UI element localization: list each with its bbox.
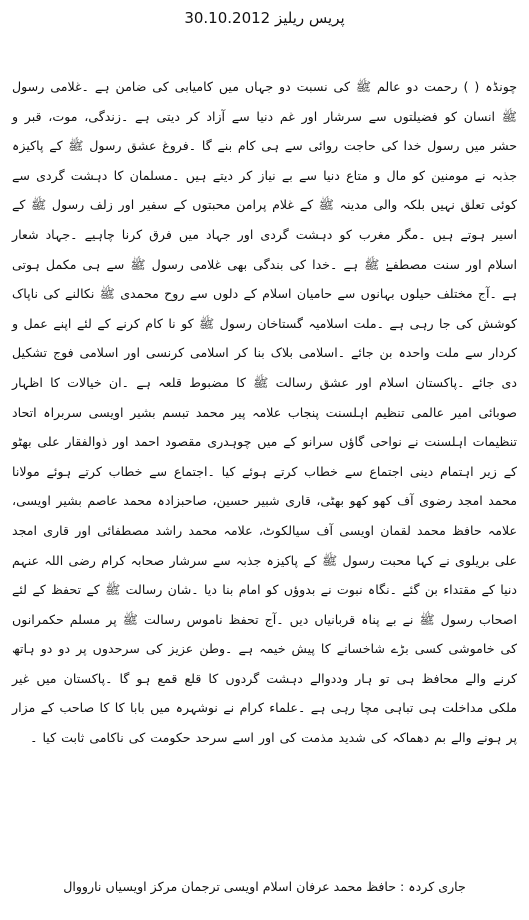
issued-by-footer: جاری کردہ : حافظ محمد عرفان اسلام اویسی ترجمان مرکز اویسیاں نارووال <box>63 879 466 894</box>
press-release-body <box>12 72 517 753</box>
press-release-title: پریس ریلیز 30.10.2012 <box>184 9 345 27</box>
body-paragraph: چونڈہ ( ) رحمت دو عالم ﷺ کی نسبت دو جہاں میں کامیابی کی ضامن ہے ۔غلامی رسول ﷺ انسان کو فضیلتوں سے سرشار اور غم دنیا سے آزاد کر دیتی ہے ۔زندگی، موت، قبر و حشر میں رسول خدا کی حاجت روائی سے ہی کام بنے گا ۔فروغ عشق رسول ﷺ کے پاکیزہ جذبہ نے مومنین کو مال و متاع دنیا سے بے نیاز کر دیتے ہیں ۔مسلمان کا دہشت گردی سے کوئی تعلق نہیں بلکہ والی مدینہ ﷺ کے غلام پرامن محبتوں کے سفیر اور زلف رسول ﷺ کے اسیر ہوتے ہیں ۔مگر مغرب کو دہشت گردی اور جہاد میں فرق کرنا چاہیے ۔جہاد شعار اسلام اور سنت مصطفےٰ ﷺ ہے ۔خدا کی بندگی بھی غلامی رسول ﷺ سے ہی مکمل ہوتی ہے ۔آج مختلف حیلوں بہانوں سے حامیان اسلام کے دلوں سے روح محمدی ﷺ نکالنے کی ناپاک کوشش کی جا رہی ہے ۔ملت اسلامیہ گستاخان رسول ﷺ کو نا کام کرنے کے لئے اپنے عمل و کردار سے ملت واحدہ بن جائے ۔اسلامی بلاک بنا کر اسلامی کرنسی اور اسلامی فوج تشکیل دی جائے ۔پاکستان اسلام اور عشق رسالت ﷺ کا مضبوط قلعہ ہے ۔ان خیالات کا اظہار صوبائی امیر عالمی تنظیم اہلسنت پنجاب علامہ پیر محمد تبسم بشیر اویسی سربراہ اتحاد تنظیمات اہلسنت نے نواحی گاؤں سرانو کے میں چوہدری مقصود احمد اور ذوالفقار علی بھٹو کے زیر اہتمام دینی اجتماع سے خطاب کرتے ہوئے کیا ۔اجتماع سے خطاب کرتے ہوئے مولانا محمد امجد رضوی آف کھو کھو بھٹی، قاری شبیر حسین، صاحبزادہ محمد عاصم بشیر اویسی، علامہ حافظ محمد لقمان اویسی آف سیالکوٹ، علامہ محمد راشد مصطفائی اور قاری امجد علی بریلوی نے کہا محبت رسول ﷺ کے پاکیزہ جذبہ سے سرشار صحابہ کرام رضی اللہ عنہم دنیا کے مقتداء بن گئے ۔نگاہ نبوت نے بدوؤں کو امام بنا دیا ۔شان رسالت ﷺ کے تحفظ کے لئے اصحاب رسول ﷺ نے بے پناہ قربانیاں دیں ۔آج تحفظ ناموس رسالت ﷺ پر مسلم حکمرانوں کی خاموشی کسی بڑے شاخسانے کا پیش خیمہ ہے ۔وطن عزیز کی سرحدوں پر دو دو ہاتھ کرنے والے محافظ ہی تو ہار وددوالے دہشت گردوں کا قلع قمع ہو گا ۔پاکستان میں غیر ملکی مداخلت ہی تباہی مچا رہی ہے ۔علماء کرام نے نوشہرہ میں بابا کا کا صاحب کے مزار پر ہونے والے بم دھماکہ کی شدید مذمت کی اور اسے سرحد حکومت کی ناکامی ثابت کیا ۔ <box>12 79 517 746</box>
